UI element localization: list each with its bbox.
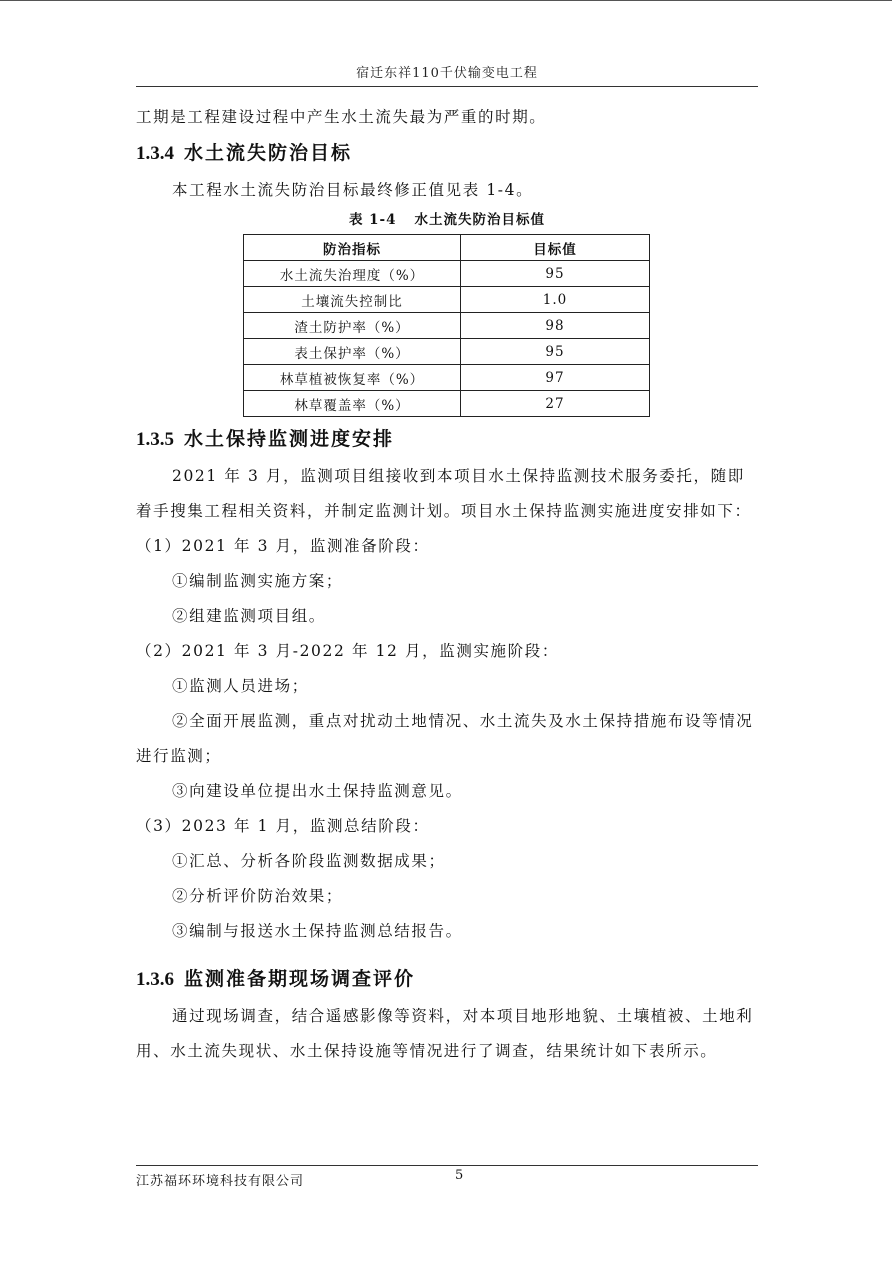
stage-3-heading: （3）2023 年 1 月，监测总结阶段： <box>136 817 430 835</box>
indicator-cell: 渣土防护率（%） <box>244 313 461 339</box>
table-caption <box>136 208 758 232</box>
section-1-3-5-paragraph: 2021 年 3 月，监测项目组接收到本项目水土保持监测技术服务委托，随即着手搜集工程相关资料，并制定监测计划。项目水土保持监测实施进度安排如下： <box>136 467 752 520</box>
table-row <box>244 313 650 339</box>
value-cell: 27 <box>461 391 650 417</box>
section-1-3-6-paragraph: 通过现场调查，结合遥感影像等资料，对本项目地形地貌、土壤植被、土地利用、水土流失现状、水土保持设施等情况进行了调查，结果统计如下表所示。 <box>136 1007 754 1060</box>
stage-2-heading: （2）2021 年 3 月-2022 年 12 月，监测实施阶段： <box>136 642 559 660</box>
indicator-cell: 表土保护率（%） <box>244 339 461 365</box>
column-header-indicator: 防治指标 <box>244 235 461 261</box>
section-heading-1-3-6 <box>136 961 758 999</box>
value-cell: 95 <box>461 339 650 365</box>
section-number: 1.3.6 <box>136 969 174 990</box>
indicator-cell: 土壤流失控制比 <box>244 287 461 313</box>
indicator-cell: 水土流失治理度（%） <box>244 261 461 287</box>
footer-rule <box>136 1165 758 1166</box>
section-title: 监测准备期现场调查评价 <box>184 969 416 990</box>
intro-line: 工期是工程建设过程中产生水土流失最为严重的时期。 <box>136 108 547 126</box>
section-title: 水土流失防治目标 <box>184 143 353 164</box>
section-1-3-4-paragraph: 本工程水土流失防治目标最终修正值见表 1-4。 <box>172 181 534 199</box>
list-item: ①汇总、分析各阶段监测数据成果； <box>172 852 446 870</box>
list-item: ②分析评价防治效果； <box>172 887 344 905</box>
table-row <box>244 365 650 391</box>
value-cell: 95 <box>461 261 650 287</box>
value-cell: 97 <box>461 365 650 391</box>
table-row <box>244 261 650 287</box>
list-item: ③向建设单位提出水土保持监测意见。 <box>172 782 463 800</box>
section-number: 1.3.4 <box>136 143 174 164</box>
section-heading-1-3-5 <box>136 421 758 459</box>
footer-company-name: 江苏福环环境科技有限公司 <box>136 1174 305 1189</box>
list-item: ①编制监测实施方案； <box>172 572 344 590</box>
table-header-row <box>244 235 650 261</box>
table-caption-title: 水土流失防治目标值 <box>414 212 546 228</box>
stage-1-heading: （1）2021 年 3 月，监测准备阶段： <box>136 537 430 555</box>
list-item: ②组建监测项目组。 <box>172 607 326 625</box>
column-header-target: 目标值 <box>461 235 650 261</box>
table-caption-number: 表 1-4 <box>348 212 397 228</box>
page-body <box>136 100 758 1069</box>
list-item: ①监测人员进场； <box>172 677 309 695</box>
page-number: 5 <box>455 1168 464 1183</box>
section-title: 水土保持监测进度安排 <box>184 429 395 450</box>
table-row <box>244 391 650 417</box>
indicator-cell: 林草覆盖率（%） <box>244 391 461 417</box>
page-top-border <box>0 0 892 1</box>
table-row <box>244 339 650 365</box>
section-heading-1-3-4 <box>136 135 758 173</box>
running-header: 宿迁东祥110千伏输变电工程 <box>356 66 538 81</box>
section-number: 1.3.5 <box>136 429 174 450</box>
value-cell: 1.0 <box>461 287 650 313</box>
list-item: ②全面开展监测，重点对扰动土地情况、水土流失及水土保持措施布设等情况进行监测； <box>136 712 754 765</box>
header-rule <box>136 86 758 87</box>
table-row <box>244 287 650 313</box>
targets-table <box>243 234 650 417</box>
list-item: ③编制与报送水土保持监测总结报告。 <box>172 922 463 940</box>
indicator-cell: 林草植被恢复率（%） <box>244 365 461 391</box>
value-cell: 98 <box>461 313 650 339</box>
